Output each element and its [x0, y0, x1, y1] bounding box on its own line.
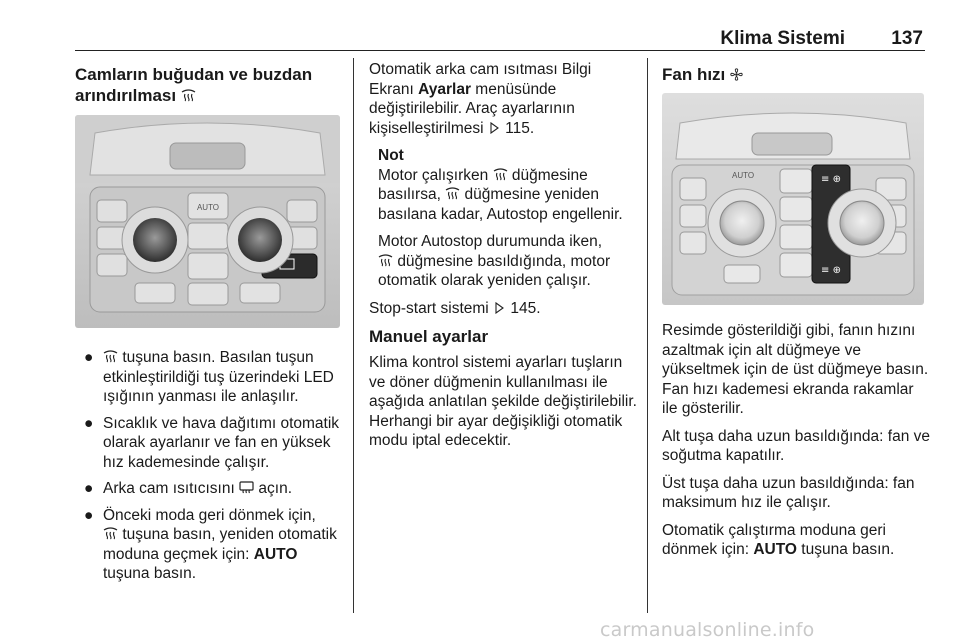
climate-panel-image-1	[75, 115, 340, 328]
paragraph: Motor Autostop durumunda iken, düğmesine basıldığında, motor otomatik olarak yeniden çalışır.	[378, 233, 611, 289]
arrow-ref-icon	[495, 300, 504, 312]
paragraph: Motor çalışırken düğmesine basılırsa, düğmesine yeniden basılana kadar, Autostop engellenir.	[378, 166, 623, 223]
auto-button-label: AUTO	[732, 171, 755, 180]
paragraph: Klima kontrol sistemi ayarları tuşların ve döner düğmenin kullanılması ile aşağıda anlatılan şekilde değiştirilebilir. Herhangi bir ayar değişikliği otomatik modu iptal edecektir.	[369, 354, 637, 449]
rear-window-heater-icon	[239, 481, 254, 494]
page-number: 137	[891, 28, 923, 49]
defrost-icon	[445, 187, 460, 200]
paragraph: Alt tuşa daha uzun basıldığında: fan ve soğutma kapatılır.	[662, 427, 930, 464]
manual-settings-heading: Manuel ayarlar	[369, 327, 489, 346]
defrost-steps	[75, 348, 341, 584]
paragraph: Stop-start sistemi 145.	[369, 299, 541, 317]
svg-text:≡ ⊕: ≡ ⊕	[821, 174, 841, 185]
defrost-icon	[103, 527, 118, 540]
column-divider	[647, 58, 648, 613]
list-item: ● Sıcaklık ve hava dağıtımı otomatik olarak ayarlanır ve fan en yüksek hız kademesinde çalışır.	[84, 414, 340, 471]
auto-button-label: AUTO	[196, 203, 220, 212]
watermark: carmanualsonline.info	[600, 619, 815, 641]
page-header	[75, 26, 925, 51]
list-item: ● Önceki moda geri dönmek için, tuşuna basın, yeniden otomatik moduna geçmek için: AUTO tuşuna basın.	[84, 506, 337, 582]
climate-panel-image-2	[662, 93, 924, 305]
column-3	[662, 60, 930, 568]
arrow-ref-icon	[490, 120, 499, 132]
defrost-icon	[181, 89, 196, 102]
note-box	[369, 146, 637, 291]
defrost-heading: Camların buğudan ve buzdan arındırılması	[75, 65, 313, 105]
column-1	[75, 60, 341, 591]
fan-icon	[730, 68, 745, 81]
defrost-icon	[378, 254, 393, 267]
paragraph: Üst tuşa daha uzun basıldığında: fan maksimum hız ile çalışır.	[662, 474, 915, 511]
fan-speed-heading: Fan hızı	[662, 64, 930, 85]
section-title: Klima Sistemi	[720, 28, 845, 49]
paragraph: Resimde gösterildiği gibi, fanın hızını azaltmak için alt düğmeye ve yükseltmek için de üst düğmeye basın. Fan hızı kademesi ekranda rakamlar ile gösterilir.	[662, 322, 929, 417]
paragraph: Otomatik çalıştırma moduna geri dönmek için: AUTO tuşuna basın.	[662, 521, 895, 558]
defrost-icon	[493, 168, 508, 181]
list-item: ● Arka cam ısıtıcısını açın.	[84, 480, 293, 497]
column-divider	[353, 58, 354, 613]
note-title: Not	[378, 147, 404, 164]
list-item: ● tuşuna basın. Basılan tuşun etkinleştirildiği tuş üzerindeki LED ışığının yanması ile anlaşılır.	[84, 349, 334, 405]
paragraph: Otomatik arka cam ısıtması Bilgi Ekranı Ayarlar menüsünde değiştirilebilir. Araç ayarlarının kişiselleştirilmesi 115.	[369, 61, 592, 137]
defrost-icon	[103, 350, 118, 363]
svg-text:≡ ⊕: ≡ ⊕	[821, 265, 841, 276]
column-2	[369, 60, 637, 459]
